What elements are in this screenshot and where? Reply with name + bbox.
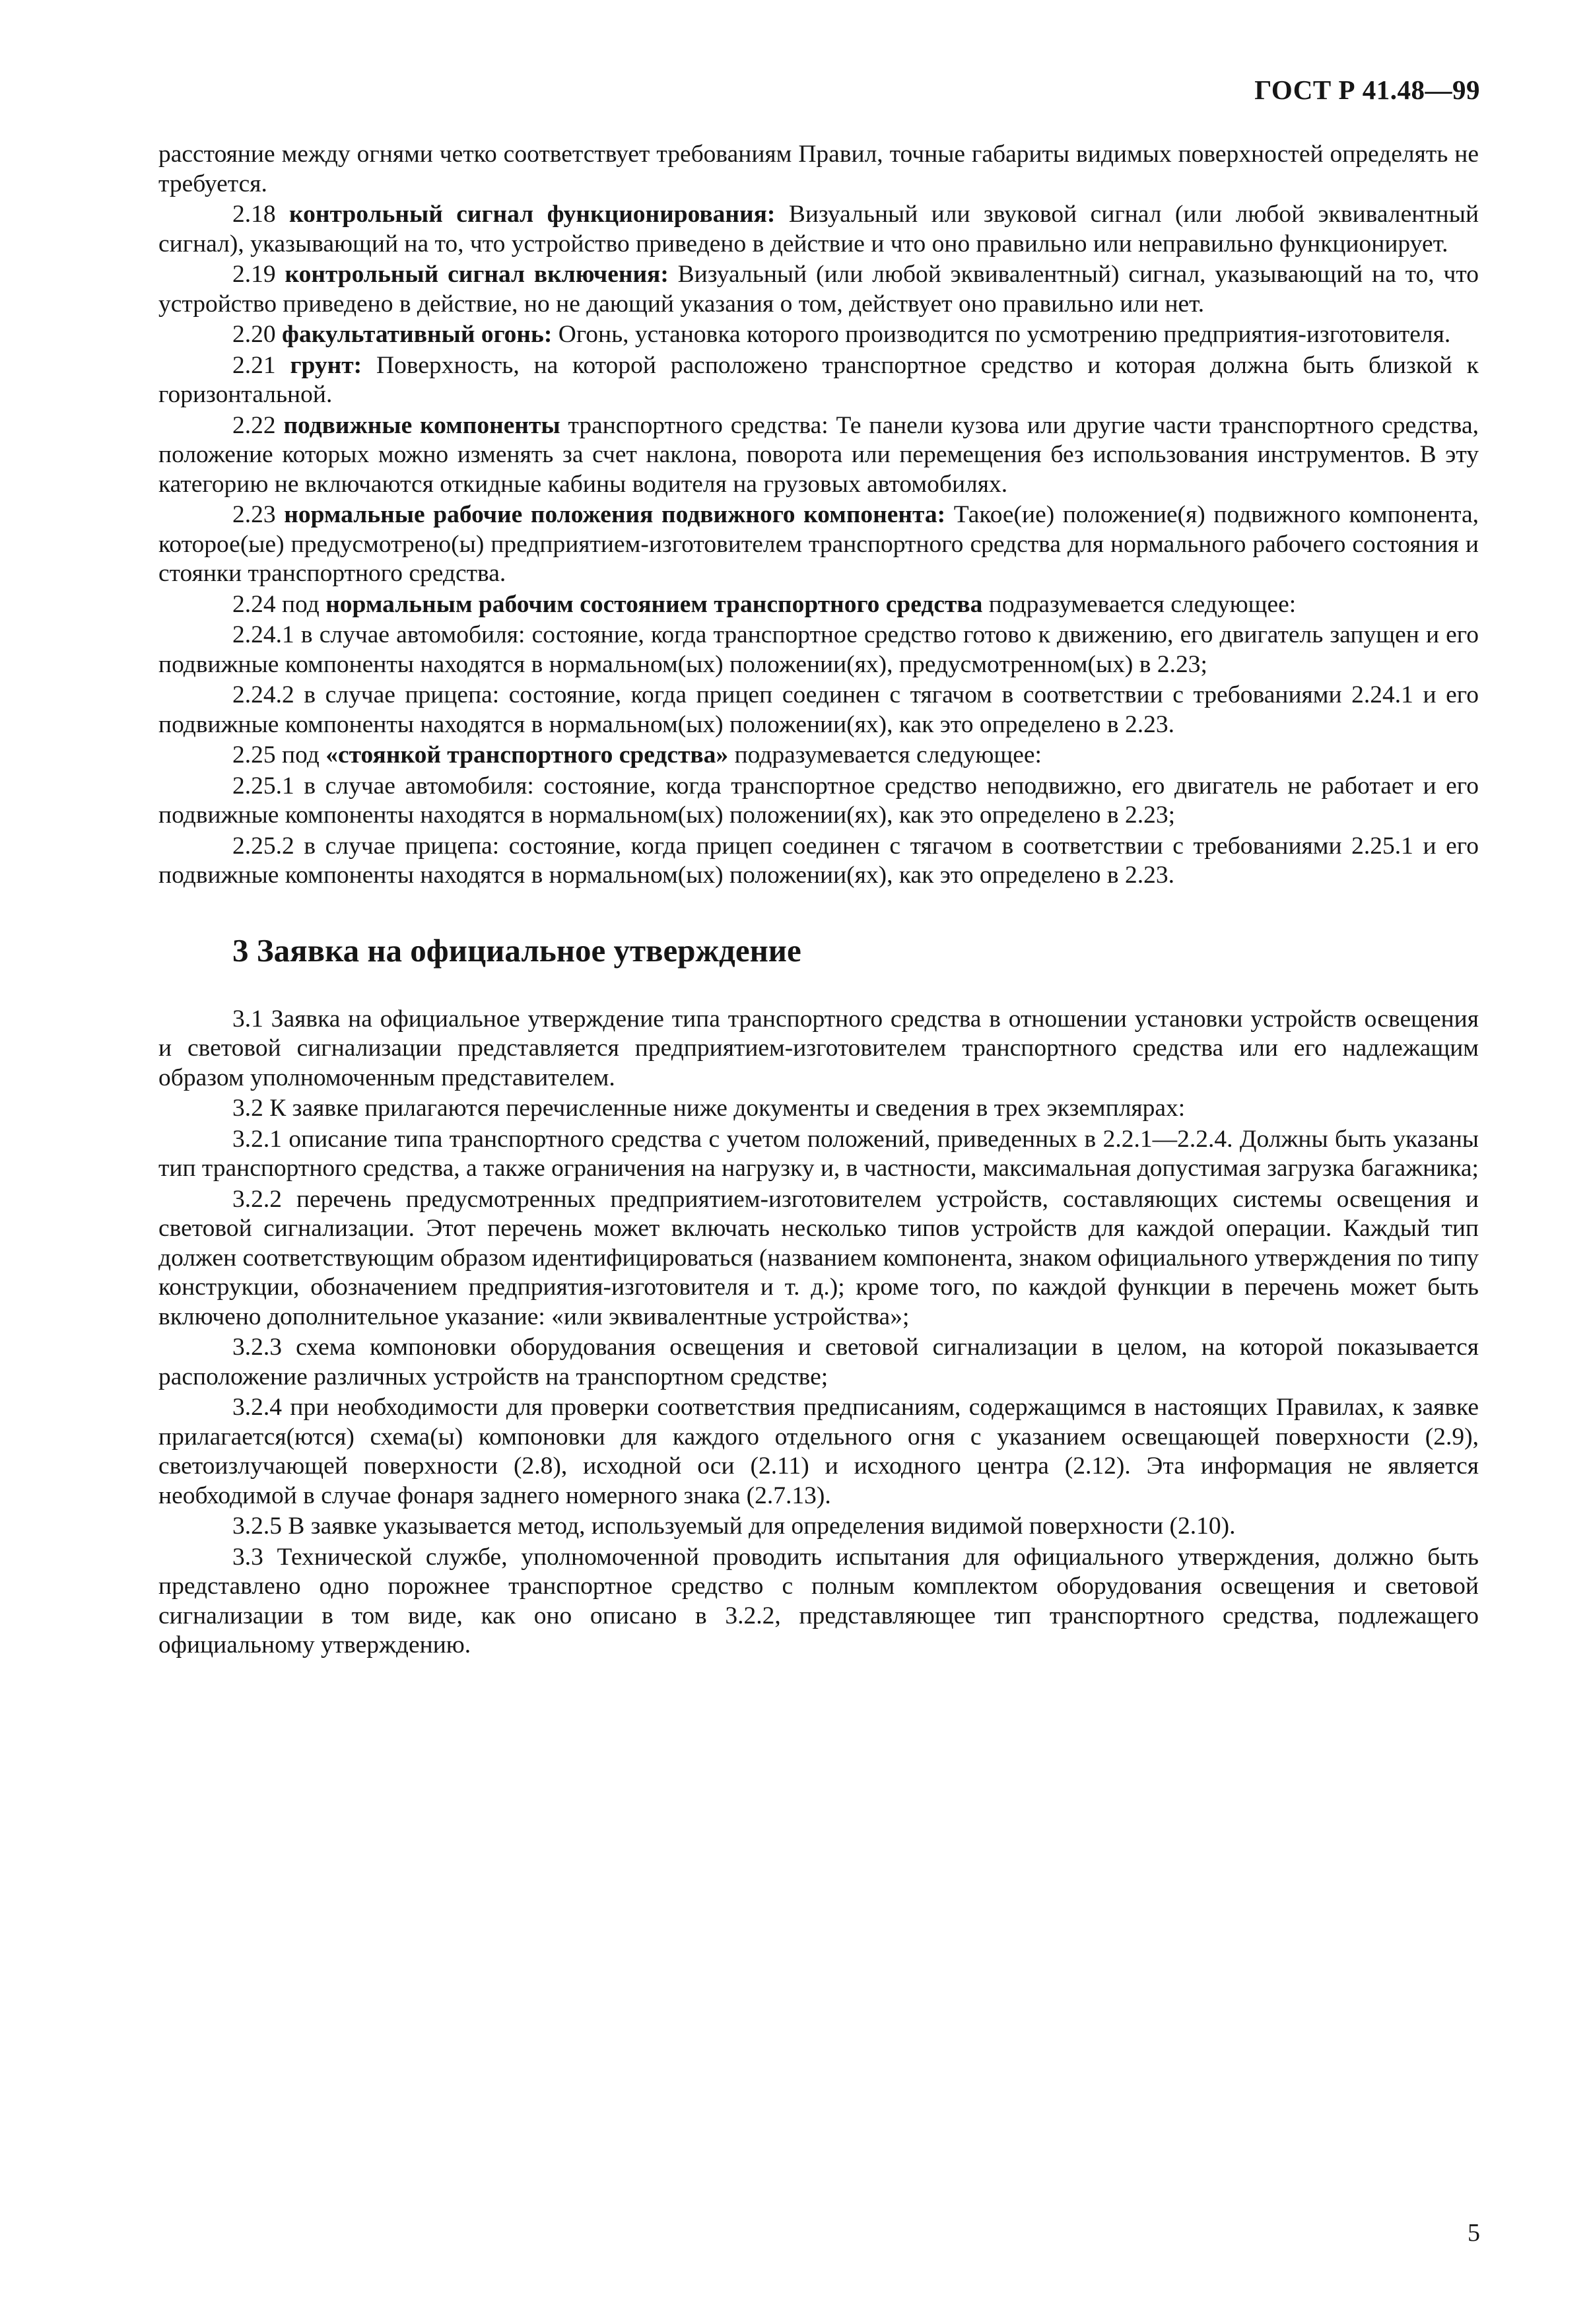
section-3-heading: 3 Заявка на официальное утверждение	[232, 932, 801, 969]
paragraph-2-24: 2.24 под нормальным рабочим состоянием транспортного средства подразумевается следующее:	[232, 590, 1297, 618]
page-number: 5	[1468, 2219, 1480, 2247]
paragraph-2-25-2: 2.25.2 в случае прицепа: состояние, когда прицеп соединен с тягачом в соответствии с требованиями 2.25.1 и его подвижные компоненты находятся в нормальном(ых) положении(ях), как это определено в 2.23.	[158, 832, 1479, 889]
paragraph-3-2-4: 3.2.4 при необходимости для проверки соответствия предписаниям, содержащимся в настоящих Правилах, к заявке прилагается(ются) схема(ы) компоновки для каждого отдельного огня с указанием освещающей поверхности (2.9), светоизлучающей поверхности (2.8), исходной оси (2.11) и исходного центра (2.12). Эта информация не является необходимой в случае фонаря заднего номерного знака (2.7.13).	[158, 1394, 1479, 1509]
term-2-25: «стоянкой транспортного средства»	[325, 741, 729, 769]
paragraph-3-1: 3.1 Заявка на официальное утверждение типа транспортного средства в отношении установки устройств освещения и световой сигнализации представляется предприятием-изготовителем транспортного средства или его надлежащим образом уполномоченным представителем.	[158, 1005, 1479, 1091]
paragraph-2-25: 2.25 под «стоянкой транспортного средства» подразумевается следующее:	[232, 741, 1042, 769]
term-2-18: контрольный сигнал функционирования:	[289, 201, 776, 228]
paragraph-2-21: 2.21 грунт: Поверхность, на которой расположено транспортное средство и которая должна быть близкой к горизонтальной.	[158, 351, 1479, 408]
paragraph-2-24-1: 2.24.1 в случае автомобиля: состояние, когда транспортное средство готово к движению, его двигатель запущен и его подвижные компоненты находятся в нормальном(ых) положении(ях), предусмотренном(ых) в 2.23;	[158, 621, 1479, 678]
paragraph-3-2: 3.2 К заявке прилагаются перечисленные ниже документы и сведения в трех экземплярах:	[232, 1095, 1186, 1122]
paragraph-2-20: 2.20 факультативный огонь: Огонь, установка которого производится по усмотрению предприятия-изготовителя.	[232, 321, 1451, 348]
paragraph-continuation: расстояние между огнями четко соответствует требованиям Правил, точные габариты видимых поверхностей определять не требуется.	[158, 141, 1479, 197]
document-body	[158, 140, 1479, 1660]
paragraph-3-2-5: 3.2.5 В заявке указывается метод, используемый для определения видимой поверхности (2.10).	[232, 1513, 1236, 1540]
term-2-21: грунт:	[290, 351, 362, 379]
term-2-20: факультативный огонь:	[282, 321, 553, 348]
paragraph-3-2-3: 3.2.3 схема компоновки оборудования освещения и световой сигнализации в целом, на которой показывается расположение различных устройств на транспортном средстве;	[158, 1334, 1479, 1390]
paragraph-3-2-1: 3.2.1 описание типа транспортного средства с учетом положений, приведенных в 2.2.1—2.2.4. Должны быть указаны тип транспортного средства, а также ограничения на нагрузку и, в частности, максимальная допустимая загрузка багажника;	[158, 1125, 1479, 1182]
term-2-23: нормальные рабочие положения подвижного компонента:	[284, 501, 946, 528]
paragraph-2-19: 2.19 контрольный сигнал включения: Визуальный (или любой эквивалентный) сигнал, указывающий на то, что устройство приведено в действие, но не дающий указания о том, действует оно правильно или нет.	[158, 261, 1479, 318]
paragraph-2-25-1: 2.25.1 в случае автомобиля: состояние, когда транспортное средство неподвижно, его двигатель не работает и его подвижные компоненты находятся в нормальном(ых) положении(ях), как это определено в 2.23;	[158, 772, 1479, 829]
term-2-19: контрольный сигнал включения:	[285, 261, 669, 288]
paragraph-3-3: 3.3 Технической службе, уполномоченной проводить испытания для официального утверждения, должно быть представлено одно порожнее транспортное средство с полным комплектом оборудования освещения и световой сигнализации в том виде, как оно описано в 3.2.2, представляющее тип транспортного средства, подлежащего официальному утверждению.	[158, 1543, 1479, 1658]
paragraph-2-18: 2.18 контрольный сигнал функционирования: Визуальный или звуковой сигнал (или любой эквивалентный сигнал), указывающий на то, что устройство приведено в действие и что оно правильно или неправильно функционирует.	[158, 201, 1479, 257]
paragraph-2-24-2: 2.24.2 в случае прицепа: состояние, когда прицеп соединен с тягачом в соответствии с требованиями 2.24.1 и его подвижные компоненты находятся в нормальном(ых) положении(ях), как это определено в 2.23.	[158, 681, 1479, 738]
term-2-24: нормальным рабочим состоянием транспортного средства	[325, 590, 983, 618]
paragraph-3-2-2: 3.2.2 перечень предусмотренных предприятием-изготовителем устройств, составляющих системы освещения и световой сигнализации. Этот перечень может включать несколько типов устройств для каждой операции. Каждый тип должен соответствующим образом идентифицироваться (названием компонента, знаком официального утверждения по типу конструкции, обозначением предприятия-изготовителя и т. д.); кроме того, по каждой функции в перечень может быть включено дополнительное указание: «или эквивалентные устройства»;	[158, 1185, 1479, 1330]
paragraph-2-23: 2.23 нормальные рабочие положения подвижного компонента: Такое(ие) положение(я) подвижного компонента, которое(ые) предусмотрено(ы) предприятием-изготовителем транспортного средства для нормального рабочего состояния и стоянки транспортного средства.	[158, 501, 1479, 587]
term-2-22: подвижные компоненты	[283, 411, 560, 439]
paragraph-2-22: 2.22 подвижные компоненты транспортного средства: Те панели кузова или другие части транспортного средства, положение которых можно изменять за счет наклона, поворота или перемещения без использования инструментов. В эту категорию не включаются откидные кабины водителя на грузовых автомобилях.	[158, 411, 1479, 498]
document-code-header: ГОСТ Р 41.48—99	[1254, 75, 1480, 105]
